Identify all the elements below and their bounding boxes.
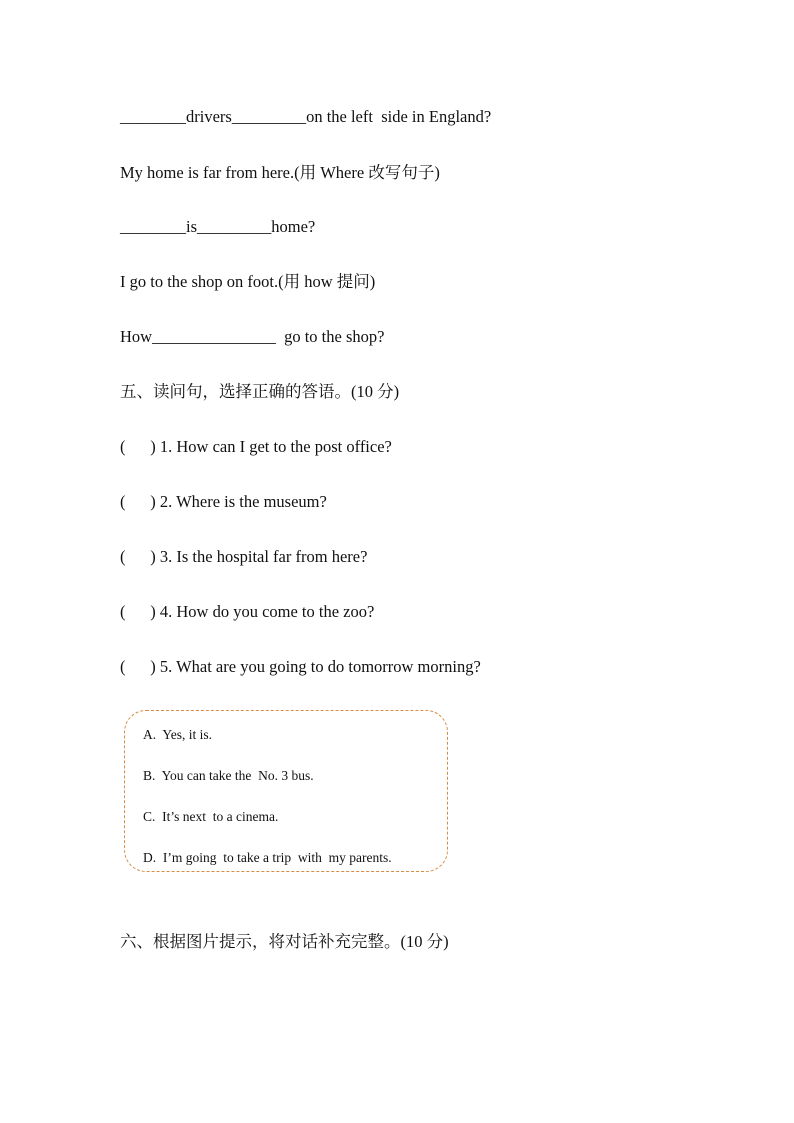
answer-options-box — [124, 710, 448, 872]
rewrite-instruction-where: My home is far from here.(用 Where 改写句子) — [120, 163, 440, 182]
fill-blank-line-3: How_______________ go to the shop? — [120, 327, 385, 346]
option-b: B. You can take the No. 3 bus. — [143, 768, 314, 783]
option-c: C. It’s next to a cinema. — [143, 809, 279, 824]
option-d: D. I’m going to take a trip with my parents. — [143, 850, 392, 865]
question-1: ( ) 1. How can I get to the post office? — [120, 437, 392, 456]
question-4: ( ) 4. How do you come to the zoo? — [120, 602, 375, 621]
fill-blank-line-1: ________drivers_________on the left side in England? — [120, 107, 492, 126]
question-5: ( ) 5. What are you going to do tomorrow morning? — [120, 657, 481, 676]
rewrite-instruction-how: I go to the shop on foot.(用 how 提问) — [120, 272, 376, 291]
fill-blank-line-2: ________is_________home? — [120, 217, 316, 236]
option-a: A. Yes, it is. — [143, 727, 213, 742]
question-2: ( ) 2. Where is the museum? — [120, 492, 327, 511]
section-6-heading: 六、根据图片提示，将对话补充完整。(10 分) — [120, 932, 449, 951]
section-5-heading: 五、读问句，选择正确的答语。(10 分) — [120, 382, 400, 401]
question-3: ( ) 3. Is the hospital far from here? — [120, 547, 368, 566]
